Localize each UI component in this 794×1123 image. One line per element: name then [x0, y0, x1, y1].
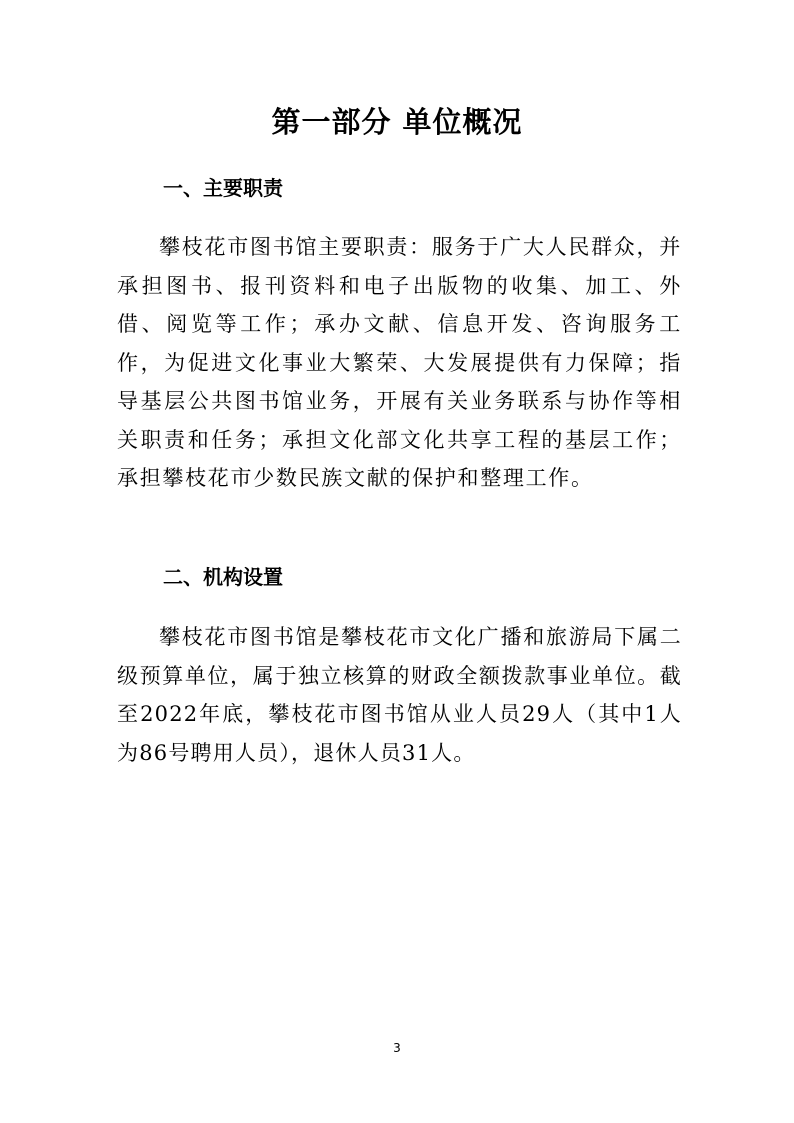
page-title: 第一部分 单位概况 [271, 105, 523, 139]
section-body-duties: 攀枝花市图书馆主要职责：服务于广大人民群众，并承担图书、报刊资料和电子出版物的收集、加工、外借、阅览等工作；承办文献、信息开发、咨询服务工作，为促进文化事业大繁荣、大发展提供有力保障；指导基层公共图书馆业务，开展有关业务联系与协作等相关职责和任务；承担文化部文化共享工程的基层工作；承担攀枝花市少数民族文献的保护和整理工作。 [117, 235, 682, 490]
page-number: 3 [393, 1041, 401, 1055]
section-body-organization: 攀枝花市图书馆是攀枝花市文化广播和旅游局下属二级预算单位，属于独立核算的财政全额拨款事业单位。截至2022年底，攀枝花市图书馆从业人员29人（其中1人为86号聘用人员），退休人员31人。 [117, 625, 682, 765]
section-heading-duties: 一、主要职责 [163, 176, 283, 200]
section-heading-organization: 二、机构设置 [163, 565, 283, 589]
